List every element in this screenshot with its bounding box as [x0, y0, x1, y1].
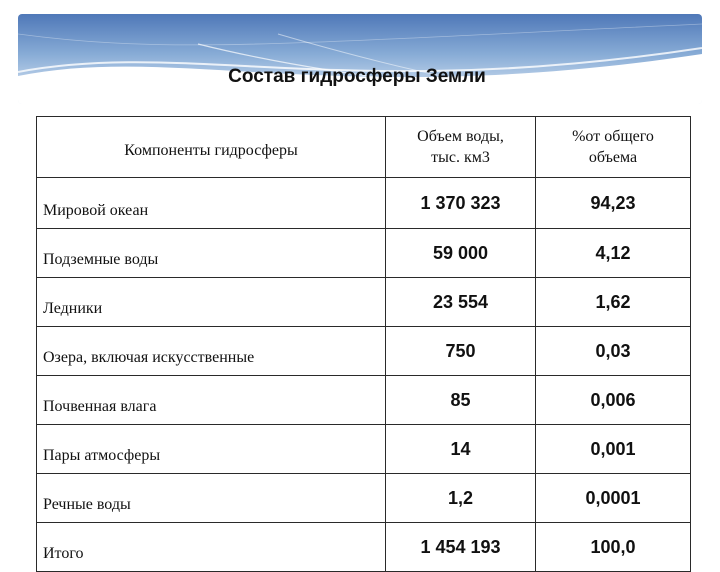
- row-volume: 59 000: [386, 229, 536, 278]
- header-percent: %от общего объема: [536, 117, 691, 178]
- table-row-total: [37, 523, 691, 572]
- row-volume: 85: [386, 376, 536, 425]
- row-name: Пары атмосферы: [37, 425, 386, 474]
- row-name: Ледники: [37, 278, 386, 327]
- table-row: [37, 278, 691, 327]
- page-title: Состав гидросферы Земли: [228, 66, 486, 87]
- row-percent: 100,0: [536, 523, 691, 572]
- row-volume: 1 454 193: [386, 523, 536, 572]
- table-row: [37, 178, 691, 229]
- table-row: [37, 229, 691, 278]
- table-row: [37, 425, 691, 474]
- row-percent: 94,23: [536, 178, 691, 229]
- row-volume: 1,2: [386, 474, 536, 523]
- row-percent: 0,001: [536, 425, 691, 474]
- row-name: Итого: [37, 523, 386, 572]
- row-percent: 0,006: [536, 376, 691, 425]
- table-row: [37, 474, 691, 523]
- row-percent: 0,0001: [536, 474, 691, 523]
- table-row: [37, 327, 691, 376]
- table-row: [37, 376, 691, 425]
- row-volume: 750: [386, 327, 536, 376]
- row-percent: 4,12: [536, 229, 691, 278]
- table-header-row: [37, 117, 691, 178]
- row-name: Мировой океан: [37, 178, 386, 229]
- header-components: Компоненты гидросферы: [37, 117, 386, 178]
- header-volume: Объем воды, тыс. км3: [386, 117, 536, 178]
- banner-wave-graphic: [18, 14, 702, 104]
- row-percent: 0,03: [536, 327, 691, 376]
- hydrosphere-table: [36, 116, 691, 572]
- header-banner: [18, 14, 702, 104]
- row-volume: 23 554: [386, 278, 536, 327]
- row-volume: 1 370 323: [386, 178, 536, 229]
- row-percent: 1,62: [536, 278, 691, 327]
- row-name: Почвенная влага: [37, 376, 386, 425]
- row-name: Озера, включая искусственные: [37, 327, 386, 376]
- row-name: Речные воды: [37, 474, 386, 523]
- row-name: Подземные воды: [37, 229, 386, 278]
- row-volume: 14: [386, 425, 536, 474]
